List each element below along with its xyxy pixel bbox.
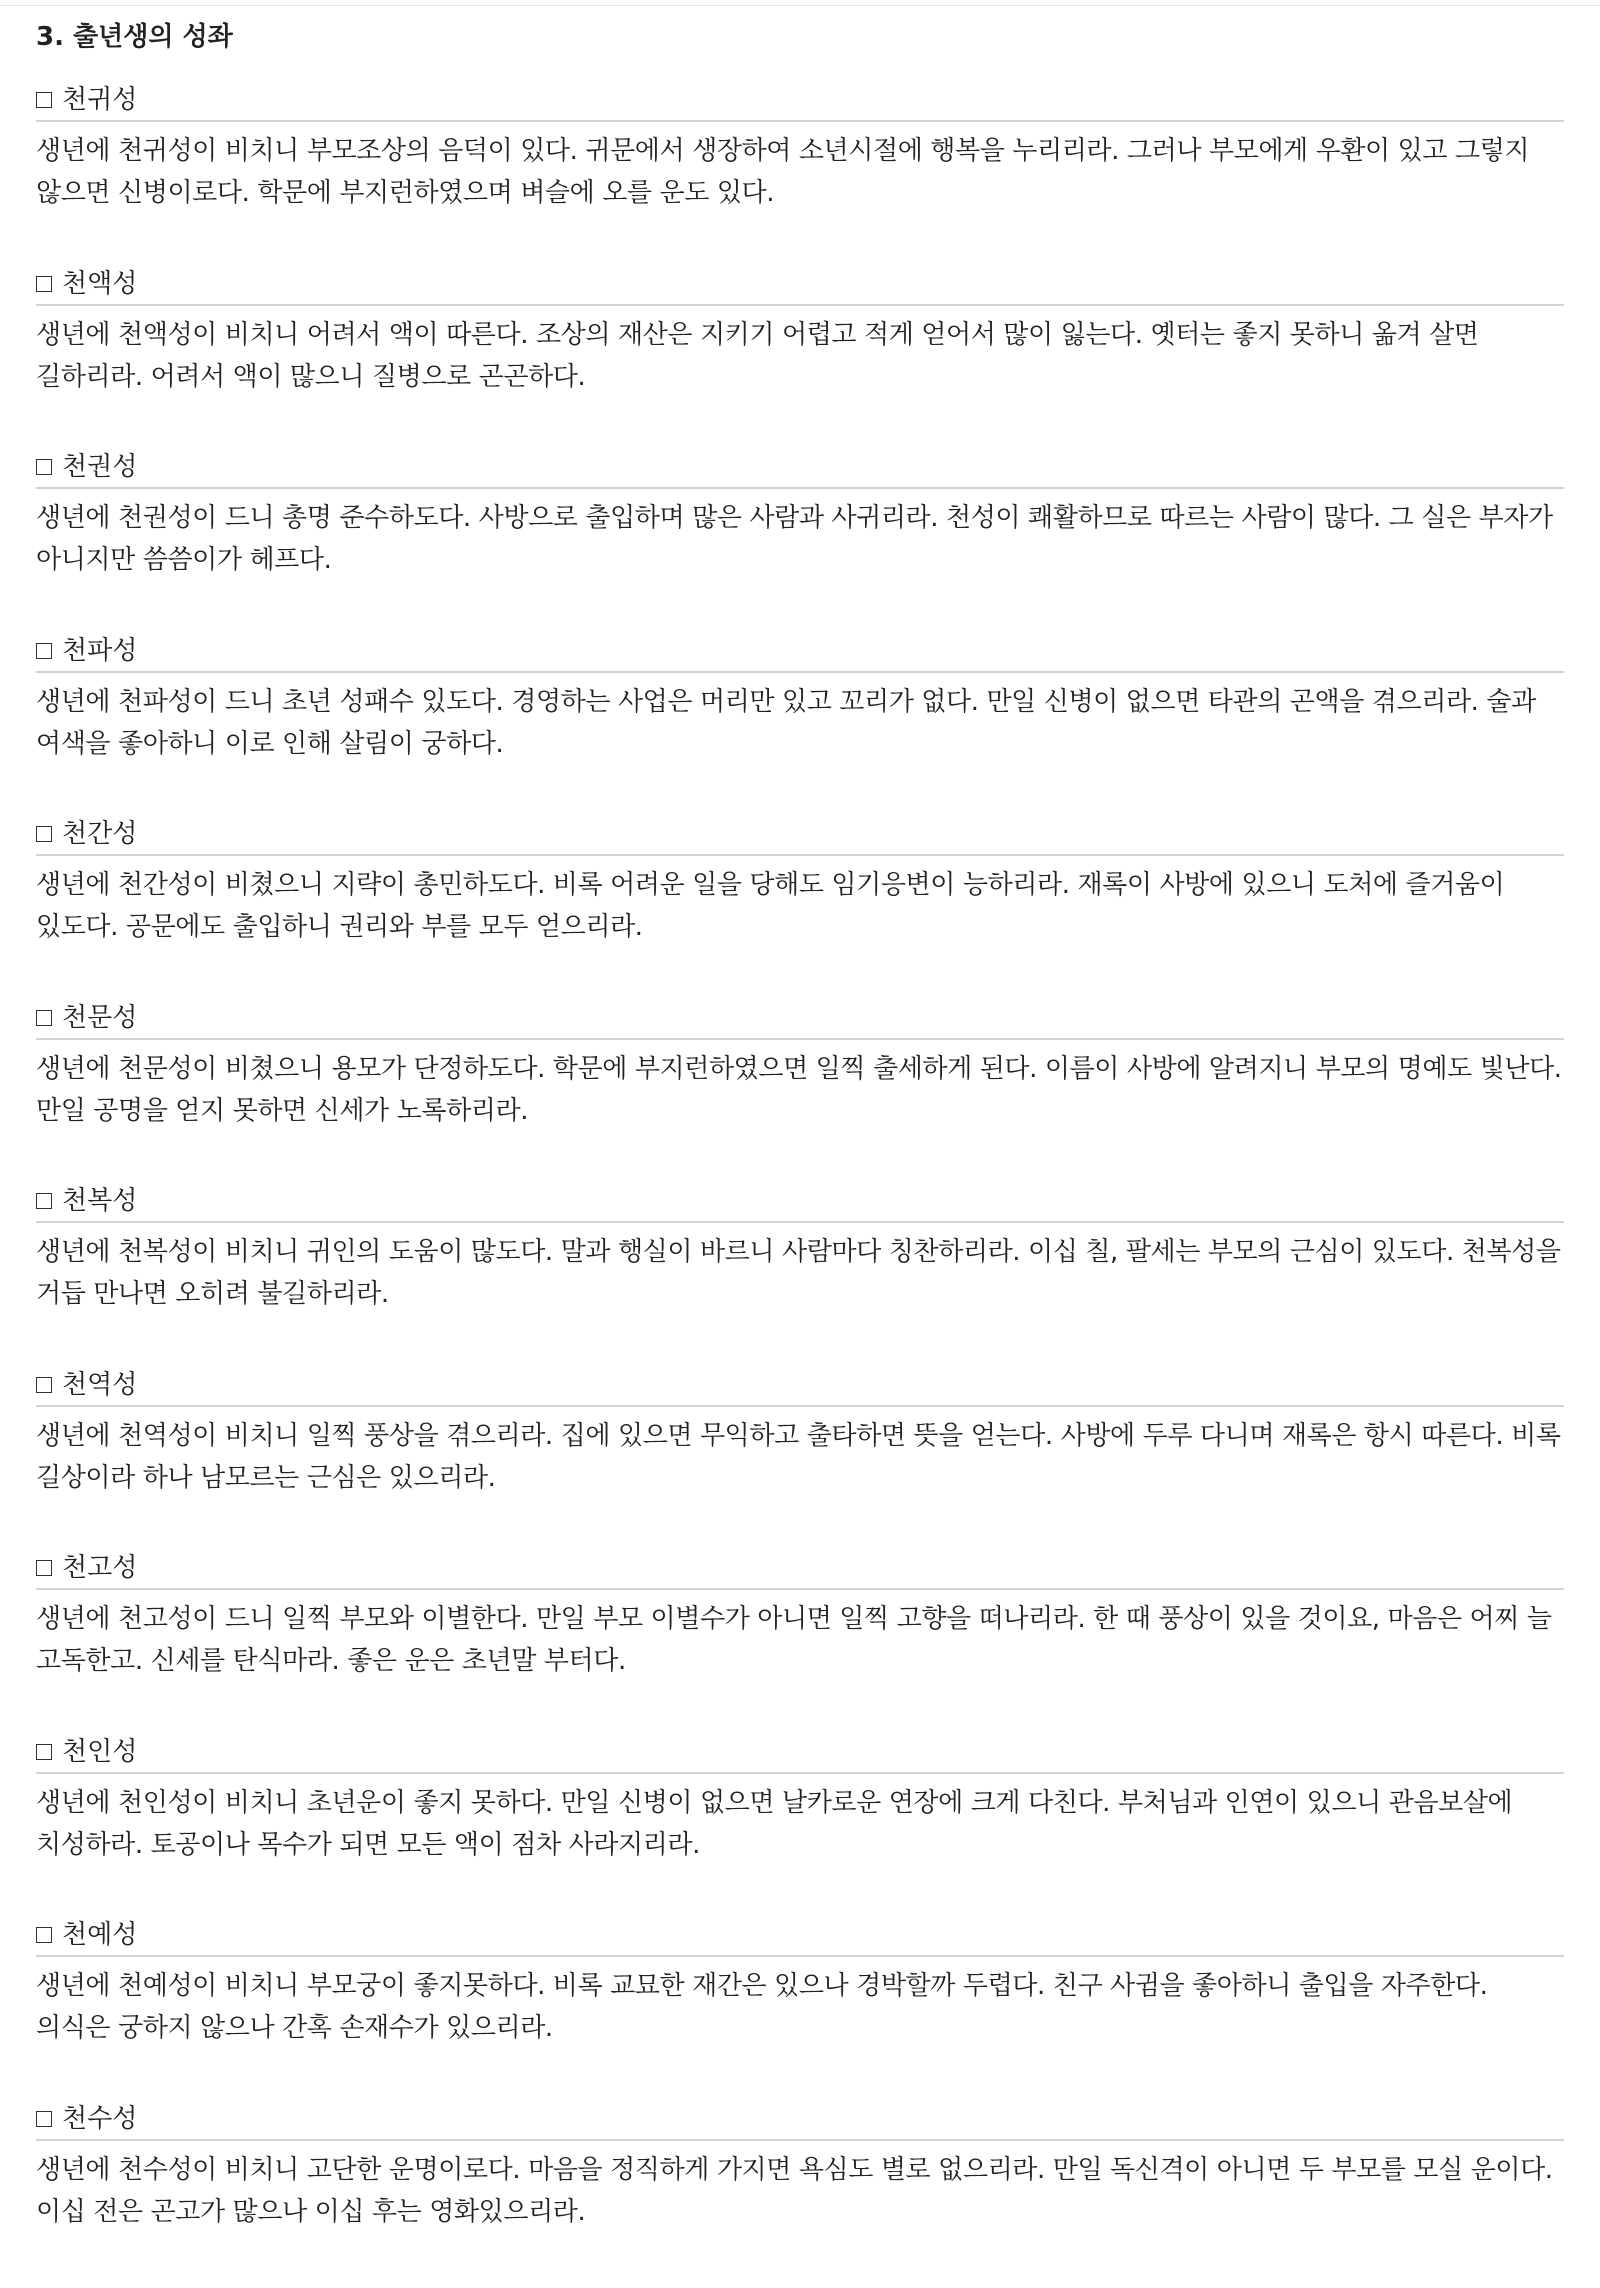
section-header bbox=[36, 790, 1564, 854]
section-divider bbox=[36, 671, 1564, 673]
section-title-text: 천귀성 bbox=[62, 85, 138, 115]
section-divider bbox=[36, 304, 1564, 306]
square-bullet-icon bbox=[36, 826, 52, 842]
section-header bbox=[36, 1891, 1564, 1955]
section-divider bbox=[36, 1221, 1564, 1223]
section-header bbox=[36, 2075, 1564, 2139]
section-divider bbox=[36, 854, 1564, 856]
section-header bbox=[36, 1341, 1564, 1405]
square-bullet-icon bbox=[36, 2111, 52, 2127]
section-divider bbox=[36, 2139, 1564, 2141]
section-8 bbox=[36, 1341, 1564, 1525]
section-body: 생년에 천파성이 드니 초년 성패수 있도다. 경영하는 사업은 머리만 있고 꼬리가 없다. 만일 신병이 없으면 타관의 곤액을 겪으리라. 술과 여색을 좋아하니 이로 인해 살림이 궁하다. bbox=[36, 686, 1536, 759]
section-body: 생년에 천인성이 비치니 초년운이 좋지 못하다. 만일 신병이 없으면 날카로운 연장에 크게 다친다. 부처님과 인연이 있으니 관음보살에 치성하라. 토공이나 목수가 되면 모든 액이 점차 사라지리라. bbox=[36, 1787, 1513, 1860]
square-bullet-icon bbox=[36, 643, 52, 659]
section-header bbox=[36, 974, 1564, 1038]
square-bullet-icon bbox=[36, 1927, 52, 1943]
section-divider bbox=[36, 1405, 1564, 1407]
section-divider bbox=[36, 1955, 1564, 1957]
section-body: 생년에 천수성이 비치니 고단한 운명이로다. 마음을 정직하게 가지면 욕심도 별로 없으리라. 만일 독신격이 아니면 두 부모를 모실 운이다. 이십 전은 곤고가 많으나 이십 후는 영화있으리라. bbox=[36, 2154, 1553, 2227]
section-5 bbox=[36, 790, 1564, 974]
section-12 bbox=[36, 2075, 1564, 2259]
page-title: 3. 출년생의 성좌 bbox=[36, 22, 233, 52]
section-title-text: 천인성 bbox=[62, 1736, 138, 1767]
section-title-text: 천권성 bbox=[62, 452, 138, 482]
section-title bbox=[36, 1000, 137, 1036]
section-title bbox=[36, 1550, 137, 1586]
section-divider bbox=[36, 1588, 1564, 1590]
section-header bbox=[36, 240, 1564, 304]
document-content bbox=[36, 18, 1564, 2258]
section-title bbox=[36, 449, 137, 485]
section-2 bbox=[36, 240, 1564, 424]
section-title bbox=[36, 1183, 137, 1219]
square-bullet-icon bbox=[36, 459, 52, 475]
section-title bbox=[36, 1917, 137, 1953]
section-header bbox=[36, 607, 1564, 671]
section-7 bbox=[36, 1157, 1564, 1341]
section-body: 생년에 천간성이 비쳤으니 지략이 총민하도다. 비록 어려운 일을 당해도 임기응변이 능하리라. 재록이 사방에 있으니 도처에 즐거움이 있도다. 공문에도 출입하니 권리와 부를 모두 얻으리라. bbox=[36, 870, 1505, 942]
section-title-text: 천간성 bbox=[62, 819, 138, 849]
section-header bbox=[36, 56, 1564, 120]
section-title-text: 천고성 bbox=[62, 1553, 138, 1583]
section-list bbox=[36, 56, 1564, 2258]
square-bullet-icon bbox=[36, 1560, 52, 1576]
square-bullet-icon bbox=[36, 1010, 52, 1026]
section-body: 생년에 천복성이 비치니 귀인의 도움이 많도다. 말과 행실이 바르니 사람마다 칭찬하리라. 이십 칠, 팔세는 부모의 근심이 있도다. 천복성을 거듭 만나면 오히려 불길하리라. bbox=[36, 1237, 1561, 1309]
section-header bbox=[36, 1524, 1564, 1588]
section-header bbox=[36, 423, 1564, 487]
section-title bbox=[36, 1367, 137, 1403]
section-divider bbox=[36, 487, 1564, 489]
square-bullet-icon bbox=[36, 1377, 52, 1393]
square-bullet-icon bbox=[36, 1193, 52, 1209]
section-title-text: 천예성 bbox=[62, 1920, 138, 1950]
section-title bbox=[36, 266, 137, 302]
section-header bbox=[36, 1157, 1564, 1221]
section-header bbox=[36, 1708, 1564, 1772]
section-body: 생년에 천문성이 비쳤으니 용모가 단정하도다. 학문에 부지런하였으면 일찍 출세하게 된다. 이름이 사방에 알려지니 부모의 명예도 빛난다. 만일 공명을 얻지 못하면 신세가 노록하리라. bbox=[36, 1053, 1562, 1126]
section-divider bbox=[36, 1038, 1564, 1040]
section-title bbox=[36, 82, 137, 118]
section-title bbox=[36, 1734, 137, 1770]
section-body: 생년에 천액성이 비치니 어려서 액이 따른다. 조상의 재산은 지키기 어렵고 적게 얻어서 많이 잃는다. 옛터는 좋지 못하니 옮겨 살면 길하리라. 어려서 액이 많으니 질병으로 곤곤하다. bbox=[36, 319, 1479, 392]
section-title-text: 천파성 bbox=[62, 635, 138, 666]
section-1 bbox=[36, 56, 1564, 240]
section-title bbox=[36, 2101, 137, 2137]
square-bullet-icon bbox=[36, 1744, 52, 1760]
section-body: 생년에 천역성이 비치니 일찍 풍상을 겪으리라. 집에 있으면 무익하고 출타하면 뜻을 얻는다. 사방에 두루 다니며 재록은 항시 따른다. 비록 길상이라 하나 남모르는 근심은 있으리라. bbox=[36, 1420, 1561, 1493]
section-title-text: 천문성 bbox=[62, 1002, 138, 1033]
section-title-text: 천수성 bbox=[62, 2103, 138, 2134]
section-title-text: 천역성 bbox=[62, 1369, 138, 1400]
section-divider bbox=[36, 1772, 1564, 1774]
section-body: 생년에 천권성이 드니 총명 준수하도다. 사방으로 출입하며 많은 사람과 사귀리라. 천성이 쾌활하므로 따르는 사람이 많다. 그 실은 부자가 아니지만 씀씀이가 헤프다. bbox=[36, 503, 1553, 575]
square-bullet-icon bbox=[36, 92, 52, 108]
section-11 bbox=[36, 1891, 1564, 2075]
section-body: 생년에 천고성이 드니 일찍 부모와 이별한다. 만일 부모 이별수가 아니면 일찍 고향을 떠나리라. 한 때 풍상이 있을 것이요, 마음은 어찌 늘 고독한고. 신세를 탄식마라. 좋은 운은 초년말 부터다. bbox=[36, 1604, 1552, 1676]
section-title-text: 천액성 bbox=[62, 268, 138, 299]
section-6 bbox=[36, 974, 1564, 1158]
section-divider bbox=[36, 120, 1564, 122]
section-title bbox=[36, 633, 137, 669]
section-10 bbox=[36, 1708, 1564, 1892]
section-body: 생년에 천귀성이 비치니 부모조상의 음덕이 있다. 귀문에서 생장하여 소년시절에 행복을 누리리라. 그러나 부모에게 우환이 있고 그렇지 않으면 신병이로다. 학문에 부지런하였으며 벼슬에 오를 운도 있다. bbox=[36, 136, 1530, 208]
section-3 bbox=[36, 423, 1564, 607]
section-title-text: 천복성 bbox=[62, 1186, 138, 1216]
section-4 bbox=[36, 607, 1564, 791]
section-body: 생년에 천예성이 비치니 부모궁이 좋지못하다. 비록 교묘한 재간은 있으나 경박할까 두렵다. 친구 사귐을 좋아하니 출입을 자주한다. 의식은 궁하지 않으나 간혹 손재수가 있으리라. bbox=[36, 1971, 1488, 2043]
section-9 bbox=[36, 1524, 1564, 1708]
top-divider bbox=[0, 5, 1600, 6]
section-title bbox=[36, 816, 137, 852]
square-bullet-icon bbox=[36, 276, 52, 292]
